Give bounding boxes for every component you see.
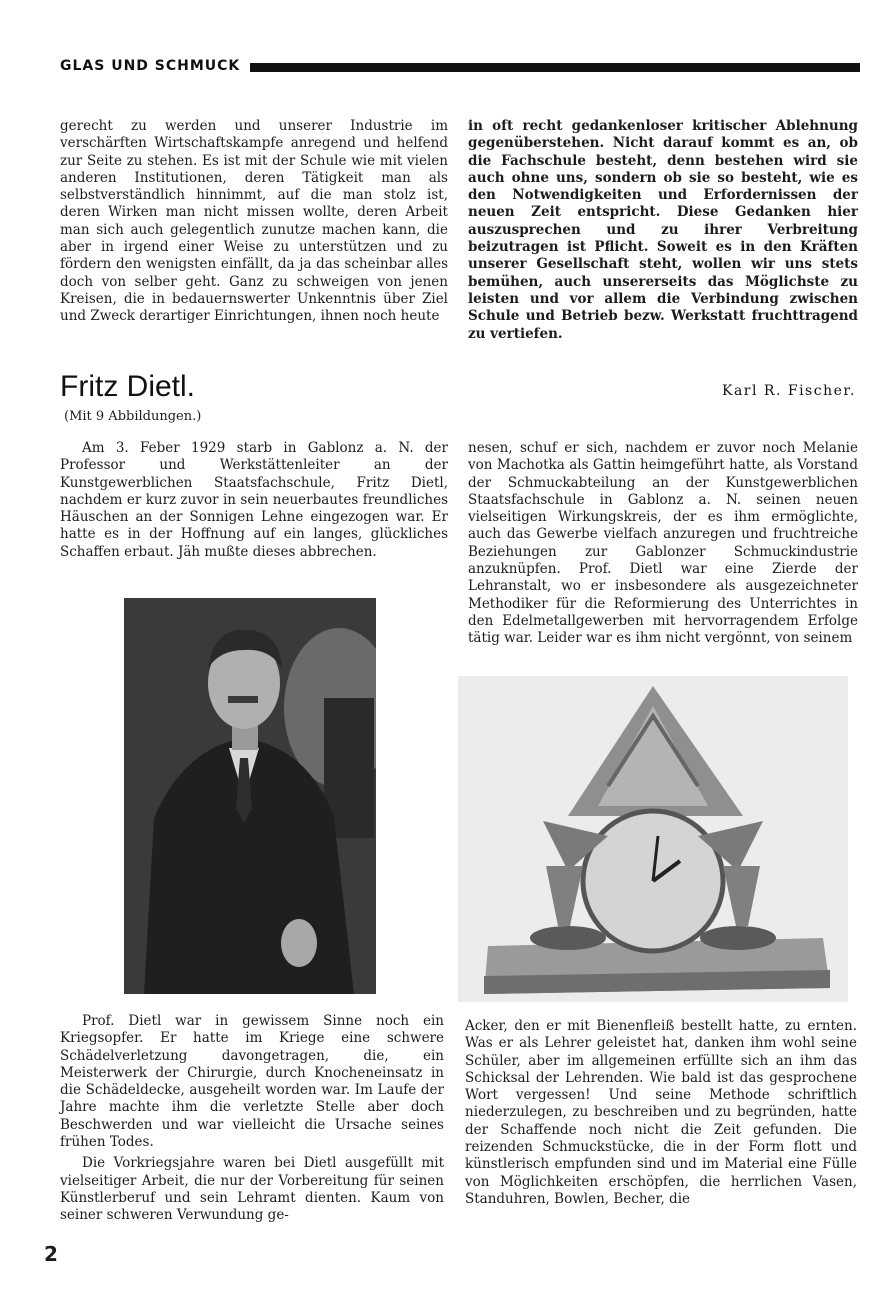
intro-left-column: [60, 440, 448, 561]
journal-title: GLAS UND SCHMUCK: [60, 58, 241, 74]
article-author: Karl R. Fischer.: [722, 383, 856, 399]
bottom-left-paragraph-1: Prof. Dietl war in gewissem Sinne noch ein Kriegsopfer. Er hatte im Kriege eine schwere Schädelverletzung davongetragen, die, ein Meisterwerk der Chirurgie, durch Knocheneinsatz in die Schädeldecke, ausgeheilt worden war. Im Laufe der Jahre machte ihm die verletzte Stelle aber doch Beschwerden und war vielleicht die Ursache seines frühen Todes.: [60, 1013, 444, 1151]
bottom-left-paragraph-2: Die Vorkriegsjahre waren bei Dietl ausgefüllt mit vielseitiger Arbeit, die nur der Vorbereitung für seinen Künstlerberuf und sein Lehramt dienten. Kaum von seiner schweren Verwundung ge-: [60, 1155, 444, 1224]
bottom-left-column: [60, 1013, 444, 1225]
clock-photo: [458, 676, 848, 1002]
portrait-photo: [124, 598, 376, 994]
clock-illustration: [458, 676, 848, 1002]
page-number: 2: [44, 1242, 58, 1266]
bottom-right-column: [465, 1018, 857, 1208]
bottom-right-paragraph: Acker, den er mit Bienenfleiß bestellt hatte, zu ernten. Was er als Lehrer geleistet hat, danken ihm wohl seine Schüler, aber im allgemeinen erfüllte sich an ihm das Schicksal der Lehrenden. Wie bald ist das gesprochene Wort vergessen! Und seine Methode schriftlich niederzulegen, zu beschreiben und zu begründen, hatte der Schaffende noch nicht die Zeit gefunden. Die reizenden Schmuckstücke, die in der Form flott und künstlerisch empfunden sind und im Material eine Fülle von Möglichkeiten erschöpfen, die herrlichen Vasen, Standuhren, Bowlen, Becher, die: [465, 1018, 857, 1207]
portrait-illustration: [124, 598, 376, 994]
intro-left-paragraph: Am 3. Feber 1929 starb in Gablonz a. N. der Professor und Werkstättenleiter an der Kunstgewerblichen Staatsfachschule, Fritz Dietl, nachdem er kurz zuvor in sein neuerbautes freundliches Häuschen an der Sonnigen Lehne eingezogen war. Er hatte es in der Hoffnung auf ein langes, glückliches Schaffen erbaut. Jäh mußte dieses abbrechen.: [60, 440, 448, 560]
article-title: Fritz Dietl.: [60, 370, 195, 403]
article-subtitle: (Mit 9 Abbildungen.): [64, 409, 202, 424]
top-left-column: [60, 118, 448, 326]
top-right-paragraph: in oft recht gedankenloser kritischer Ablehnung gegenüberstehen. Nicht darauf kommt es an, ob die Fachschule besteht, denn bestehen wird sie auch ohne uns, sondern ob sie so besteht, wie es den Notwendigkeiten und Erfordernissen der neuen Zeit entspricht. Diese Gedanken hier auszusprechen und zu ihrer Verbreitung beizutragen ist Pflicht. Soweit es in den Kräften unserer Gesellschaft steht, wollen wir uns stets bemühen, auch unsererseits das Möglichste zu leisten und vor allem die Verbindung zwischen Schule und Betrieb bezw. Werkstatt fruchttragend zu vertiefen.: [468, 118, 858, 342]
top-right-column: [468, 118, 858, 343]
intro-right-paragraph: nesen, schuf er sich, nachdem er zuvor noch Melanie von Machotka als Gattin heimgeführt hatte, als Vorstand der Schmuckabteilung an der Kunstgewerblichen Staatsfachschule in Gablonz a. N. seinen neuen vielseitigen Wirkungskreis, der es ihm ermöglichte, auch das Gewerbe vielfach anzuregen und fruchtreiche Beziehungen zur Gablonzer Schmuckindustrie anzuknüpfen. Prof. Dietl war eine Zierde der Lehranstalt, wo er insbesondere als ausgezeichneter Methodiker für die Reformierung des Unterrichtes in den Edelmetallgewerben mit hervorragendem Erfolge tätig war. Leider war es ihm nicht vergönnt, von seinem: [468, 440, 858, 647]
running-header: [60, 58, 860, 80]
top-left-paragraph: gerecht zu werden und unserer Industrie im verschärften Wirtschaftskampfe anregend und helfend zur Seite zu stehen. Es ist mit der Schule wie mit vielen anderen Institutionen, deren Tätigkeit man als selbstverständlich hinnimmt, auf die man stolz ist, deren Wirken man nicht missen wollte, deren Arbeit man sich auch gelegentlich zunutze machen kann, die aber in irgend einer Weise zu unterstützen und zu fördern den wenigsten einfällt, da ja das scheinbar alles doch von selber geht. Ganz zu schweigen von jenen Kreisen, die in bedauernswerter Unkenntnis über Ziel und Zweck derartiger Einrichtungen, ihnen noch heute: [60, 118, 448, 325]
header-rule: [250, 63, 860, 72]
intro-right-column: [468, 440, 858, 648]
